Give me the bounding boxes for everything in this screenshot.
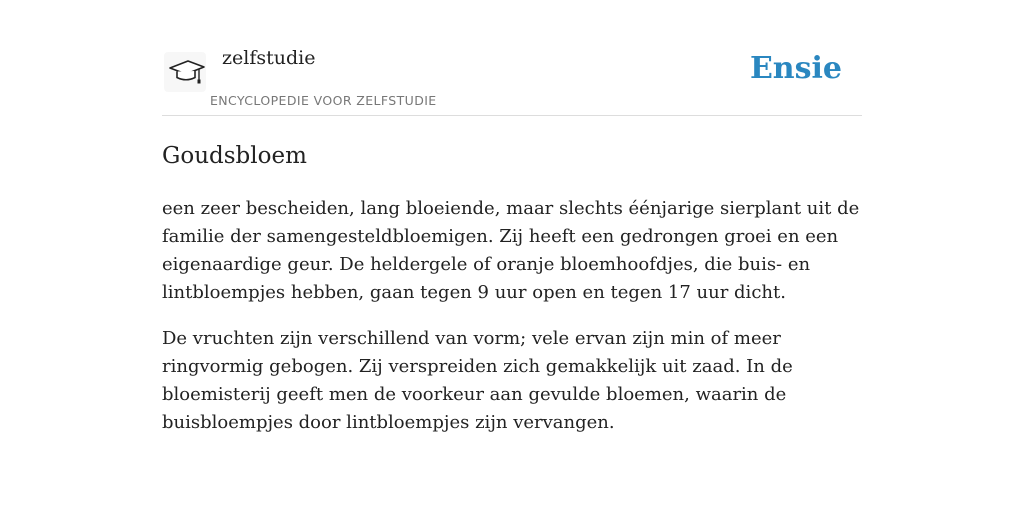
graduation-cap-icon[interactable] [164, 52, 206, 92]
site-name[interactable]: zelfstudie [222, 47, 316, 69]
site-header [162, 0, 862, 116]
article-paragraph: een zeer bescheiden, lang bloeiende, maar slechts éénjarige sierplant uit de familie der samengesteldbloemigen. Zij heeft een gedrongen groei en een eigenaardige geur. De heldergele of oranje bloemhoofdjes, die buis- en lintbloempjes hebben, gaan tegen 9 uur open en tegen 17 uur dicht. [162, 198, 860, 303]
article-title: Goudsbloem [162, 143, 307, 169]
article-paragraph: De vruchten zijn verschillend van vorm; vele ervan zijn min of meer ringvormig gebogen. Zij verspreiden zich gemakkelijk uit zaad. In de bloemisterij geeft men de voorkeur aan gevulde bloemen, waarin de buisbloempjes door lintbloempjes zijn vervangen. [162, 328, 793, 433]
brand-logo-link[interactable]: Ensie [749, 51, 842, 86]
page [162, 0, 862, 437]
site-tagline: ENCYCLOPEDIE VOOR ZELFSTUDIE [210, 93, 437, 108]
